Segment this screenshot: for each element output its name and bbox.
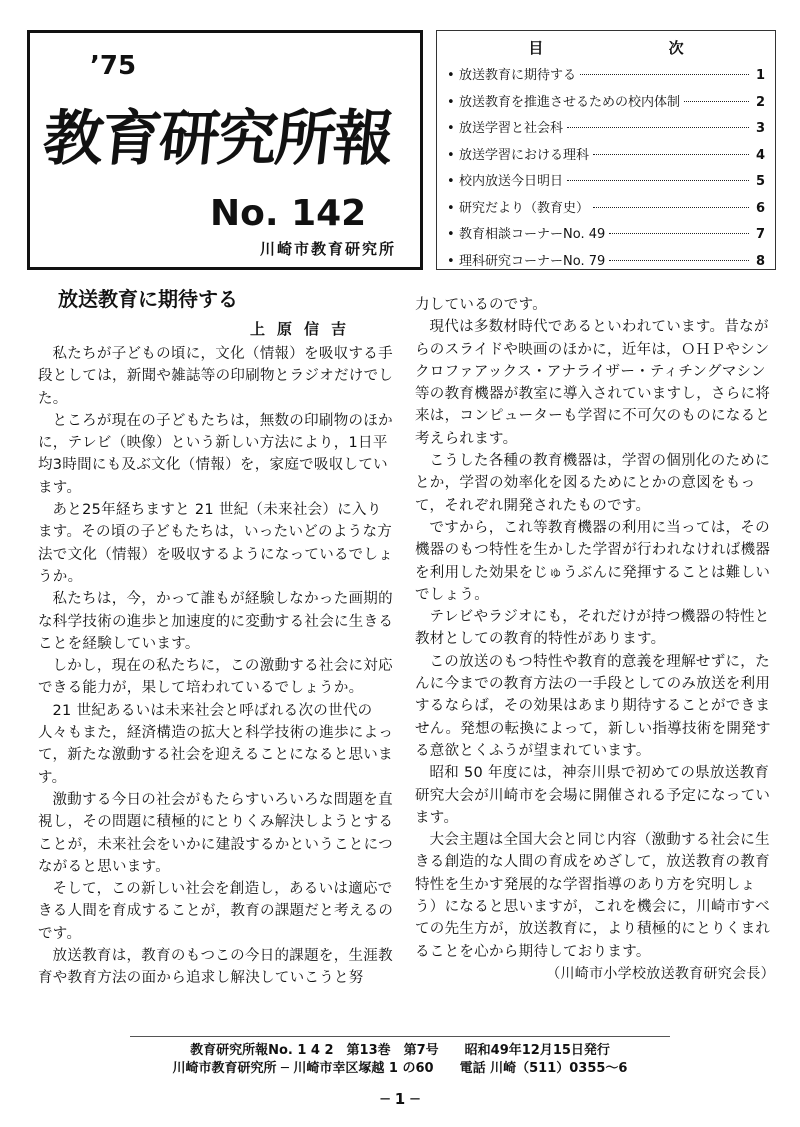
article-paragraph: こうした各種の教育機器は，学習の個別化のためにとか，学習の効率化を図るためにとかの意図をもって，それぞれ開発されたものです。 xyxy=(415,453,770,514)
toc-leader-dots xyxy=(567,180,749,181)
toc-item-label: 教育相談コーナーNo. 49 xyxy=(459,227,606,242)
toc-item xyxy=(447,197,765,224)
article-paragraph: 私たちは，今，かって誰もが経験しなかった画期的な科学技術の進歩と加速度的に変動する社会に生きることを経験しています。 xyxy=(38,591,394,652)
toc-leader-dots xyxy=(684,101,749,102)
article-paragraph: ところが現在の子どもたちは，無数の印刷物のほかに，テレビ（映像）という新しい方法により，1日平均3時間にも及ぶ文化（情報）を，家庭で吸収しています。 xyxy=(38,412,393,496)
toc-item xyxy=(447,117,765,144)
toc-leader-dots xyxy=(609,233,749,234)
toc-leader-dots xyxy=(593,154,749,155)
article-paragraph: テレビやラジオにも，それだけが持つ機器の特性と教材としての教育的特性があります。 xyxy=(415,609,770,648)
article-paragraph: 激動する今日の社会がもたらすいろいろな問題を直視し，その問題に積極的にとりくみ解決しようとすることが，未来社会をいかに建設するかということにつながると思います。 xyxy=(38,791,394,875)
toc-item-label: 研究だより（教育史） xyxy=(459,200,590,216)
toc-list xyxy=(447,64,765,276)
toc-item-label: 放送学習と社会科 xyxy=(459,121,564,136)
toc-item-label: 校内放送今日明日 xyxy=(459,174,564,189)
article-paragraph: 私たちが子どもの頃に，文化（情報）を吸収する手段としては，新聞や雑誌等の印刷物とラジオだけでした。 xyxy=(38,346,394,407)
toc-item-page: 6 xyxy=(755,200,765,216)
toc-item xyxy=(447,170,765,197)
toc-item-page: 5 xyxy=(755,174,765,189)
article-author: 上原信吉 xyxy=(250,320,359,338)
article-paragraph: あと25年経ちますと 21 世紀（未来社会）に入ります。その頃の子どもたちは，いったいどのような方法で文化（情報）を吸収するようになっているでしょうか。 xyxy=(38,502,394,585)
toc-item xyxy=(447,223,765,250)
bullet-icon: • xyxy=(447,94,455,110)
issue-number: No. 142 xyxy=(210,193,367,234)
footer-publication-info: 教育研究所報No. 1 4 2 第13巻 第7号 昭和49年12月15日発行 xyxy=(190,1043,610,1058)
toc-leader-dots xyxy=(593,207,749,208)
bullet-icon: • xyxy=(447,227,455,242)
bullet-icon: • xyxy=(447,174,455,189)
toc-item xyxy=(447,144,765,171)
toc-item-label: 放送教育を推進させるための校内体制 xyxy=(459,94,681,110)
article-paragraph: 力しているのです。 xyxy=(415,297,548,313)
footer xyxy=(0,1042,800,1078)
bullet-icon: • xyxy=(447,121,455,136)
publisher-name: 川崎市教育研究所 xyxy=(259,240,396,258)
toc-leader-dots xyxy=(580,74,749,75)
masthead xyxy=(27,30,423,270)
author-affiliation: （川崎市小学校放送教育研究会長） xyxy=(546,965,775,982)
bullet-icon: • xyxy=(447,68,455,83)
toc-item xyxy=(447,64,765,91)
toc-item-page: 4 xyxy=(755,147,765,163)
toc-item-label: 理科研究コーナーNo. 79 xyxy=(459,253,606,269)
masthead-title: 教育研究所報 xyxy=(39,104,396,174)
article-paragraph: そして，この新しい社会を創造し，あるいは適応できる人間を育成することが，教育の課題だと考えるのです。 xyxy=(38,881,394,942)
toc-leader-dots xyxy=(567,127,749,128)
toc-item xyxy=(447,91,765,118)
toc-item-page: 1 xyxy=(755,68,765,83)
article-paragraph: しかし，現在の私たちに，この激動する社会に対応できる能力が，果して培われているでしょうか。 xyxy=(38,658,393,697)
article-column-left xyxy=(38,343,396,990)
toc-item xyxy=(447,250,765,277)
toc-item-page: 7 xyxy=(755,227,765,242)
article-paragraph: 21 世紀あるいは未来社会と呼ばれる次の世代の人々もまた，経済構造の拡大と科学技術の進歩によって，新たな激動する社会を迎えることになると思います。 xyxy=(38,702,394,786)
toc-item-label: 放送学習における理科 xyxy=(459,147,590,163)
toc-item-page: 2 xyxy=(755,94,765,110)
bullet-icon: • xyxy=(447,253,455,269)
footer-address: 川崎市教育研究所 ─ 川崎市幸区塚越 1 の60 電話 川崎（511）0355～6 xyxy=(172,1061,628,1076)
article-paragraph: ですから，これ等教育機器の利用に当っては，その機器のもつ特性を生かした学習が行われなければ機器を利用した効果をじゅうぶんに発揮することは難しいでしょう。 xyxy=(415,519,771,603)
toc-item-label: 放送教育に期待する xyxy=(459,68,577,83)
table-of-contents xyxy=(436,30,776,270)
bullet-icon: • xyxy=(447,200,455,216)
toc-item-page: 3 xyxy=(755,121,765,136)
article-title: 放送教育に期待する xyxy=(58,287,238,311)
toc-heading: 目 次 xyxy=(528,39,744,57)
page-number: ─ 1 ─ xyxy=(380,1090,420,1108)
article-paragraph: 昭和 50 年度には，神奈川県で初めての県放送教育研究大会が川崎市を会場に開催される予定になっています。 xyxy=(415,765,771,826)
article-column-right xyxy=(415,294,775,985)
footer-divider xyxy=(130,1036,670,1037)
toc-leader-dots xyxy=(609,260,749,261)
toc-item-page: 8 xyxy=(755,253,765,269)
article-paragraph: 放送教育は，教育のもつこの今日的課題を，生涯教育や教育方法の面から追求し解決していこうと努 xyxy=(38,948,393,987)
bullet-icon: • xyxy=(447,147,455,163)
article-paragraph: 現代は多数材時代であるといわれています。昔ながらのスライドや映画のほかに，近年は，ＯＨＰやシンクロファアックス・アナライザー・ティチングマシン等の教育機器が教室に導入されていますし，さらに将来は，コンピューターも学習に不可欠のものになると考えられます。 xyxy=(415,319,771,447)
masthead-year: ’75 xyxy=(90,51,137,81)
article-paragraph: 大会主題は全国大会と同じ内容（激動する社会に生きる創造的な人間の育成をめざして，放送教育の教育特性を生かす発展的な学習指導のあり方を究明しょう）になると思いますが，これを機会に，川崎市すべての先生方が，放送教育に，より積極的にとりくまれることを心から期待しております。 xyxy=(415,832,771,960)
article-paragraph: この放送のもつ特性や教育的意義を理解せずに，たんに今までの教育方法の一手段としてのみ放送を利用するならば，その効果はあまり期待することができません。発想の転換によって，新しい指導技術を開発する意欲とくふうが望まれています。 xyxy=(415,653,771,759)
